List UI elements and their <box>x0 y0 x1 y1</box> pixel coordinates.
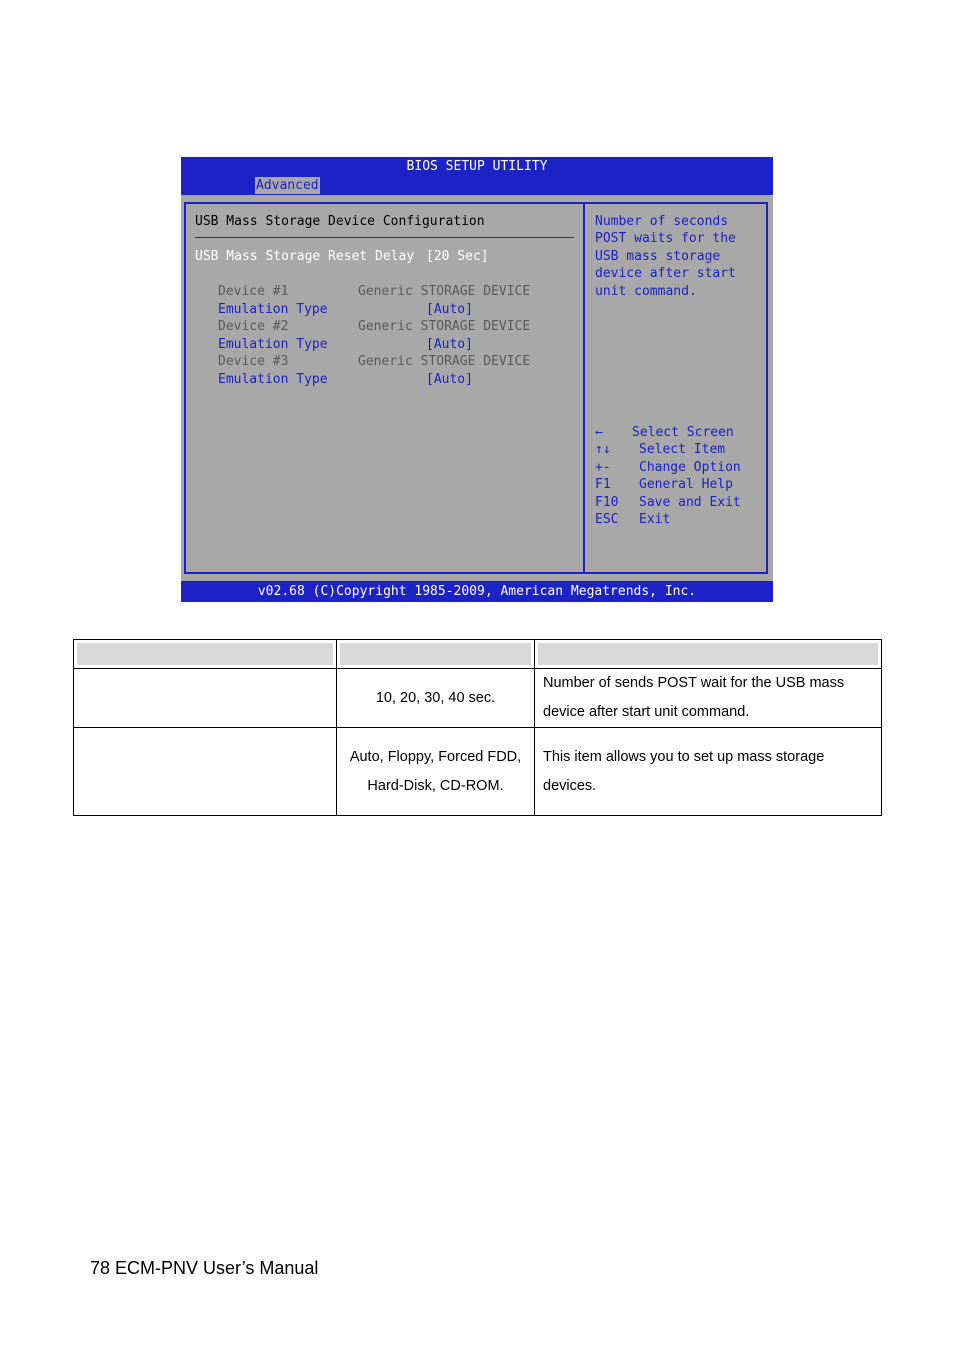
row-options: 10, 20, 30, 40 sec. <box>337 669 535 728</box>
device-1-label: Device #1 <box>218 284 289 299</box>
key-action: Select Item <box>639 442 726 457</box>
row-options: Auto, Floppy, Forced FDD, Hard-Disk, CD-ROM. <box>337 728 535 816</box>
key-action: Select Screen <box>632 425 734 440</box>
row-item <box>74 669 337 728</box>
row-description: Number of sends POST wait for the USB mass device after start unit command. <box>535 669 882 728</box>
plus-minus-key: +- <box>595 460 611 475</box>
page-footer: 78 ECM-PNV User’s Manual <box>90 1258 319 1278</box>
reset-delay-value[interactable]: [20 Sec] <box>426 249 489 264</box>
device-3-value: Generic STORAGE DEVICE <box>358 354 531 369</box>
device-1-value: Generic STORAGE DEVICE <box>358 284 531 299</box>
bios-screenshot <box>181 157 773 602</box>
bios-title: BIOS SETUP UTILITY <box>181 157 773 176</box>
key-action: Save and Exit <box>639 495 741 510</box>
bios-panel-divider <box>583 202 585 574</box>
emulation-type-2-label[interactable]: Emulation Type <box>218 337 328 352</box>
emulation-type-2-value[interactable]: [Auto] <box>426 337 473 352</box>
arrow-left-icon: ← <box>595 425 603 440</box>
help-line: unit command. <box>595 284 697 299</box>
device-2-value: Generic STORAGE DEVICE <box>358 319 531 334</box>
emulation-type-3-label[interactable]: Emulation Type <box>218 372 328 387</box>
tab-advanced[interactable]: Advanced <box>256 178 319 193</box>
header-options <box>337 640 535 669</box>
bios-menubar <box>181 176 773 195</box>
table-header-row <box>74 640 882 669</box>
f10-key: F10 <box>595 495 619 510</box>
row-item <box>74 728 337 816</box>
emulation-type-1-value[interactable]: [Auto] <box>426 302 473 317</box>
options-table <box>73 639 882 816</box>
device-2-label: Device #2 <box>218 319 289 334</box>
help-line: USB mass storage <box>595 249 721 264</box>
reset-delay-label[interactable]: USB Mass Storage Reset Delay <box>195 249 415 264</box>
key-action: Exit <box>639 512 671 527</box>
section-underline <box>195 237 574 238</box>
header-item <box>74 640 337 669</box>
help-line: Number of seconds <box>595 214 729 229</box>
row-description: This item allows you to set up mass storage devices. <box>535 728 882 816</box>
section-title: USB Mass Storage Device Configuration <box>195 214 485 229</box>
help-line: device after start <box>595 266 736 281</box>
device-3-label: Device #3 <box>218 354 289 369</box>
table-row <box>74 669 882 728</box>
f1-key: F1 <box>595 477 611 492</box>
esc-key: ESC <box>595 512 619 527</box>
header-description <box>535 640 882 669</box>
bios-copyright: v02.68 (C)Copyright 1985-2009, American Megatrends, Inc. <box>181 581 773 602</box>
emulation-type-3-value[interactable]: [Auto] <box>426 372 473 387</box>
arrows-up-down-icon: ↑↓ <box>595 442 611 457</box>
table-row <box>74 728 882 816</box>
help-line: POST waits for the <box>595 231 736 246</box>
key-action: General Help <box>639 477 733 492</box>
key-action: Change Option <box>639 460 741 475</box>
emulation-type-1-label[interactable]: Emulation Type <box>218 302 328 317</box>
